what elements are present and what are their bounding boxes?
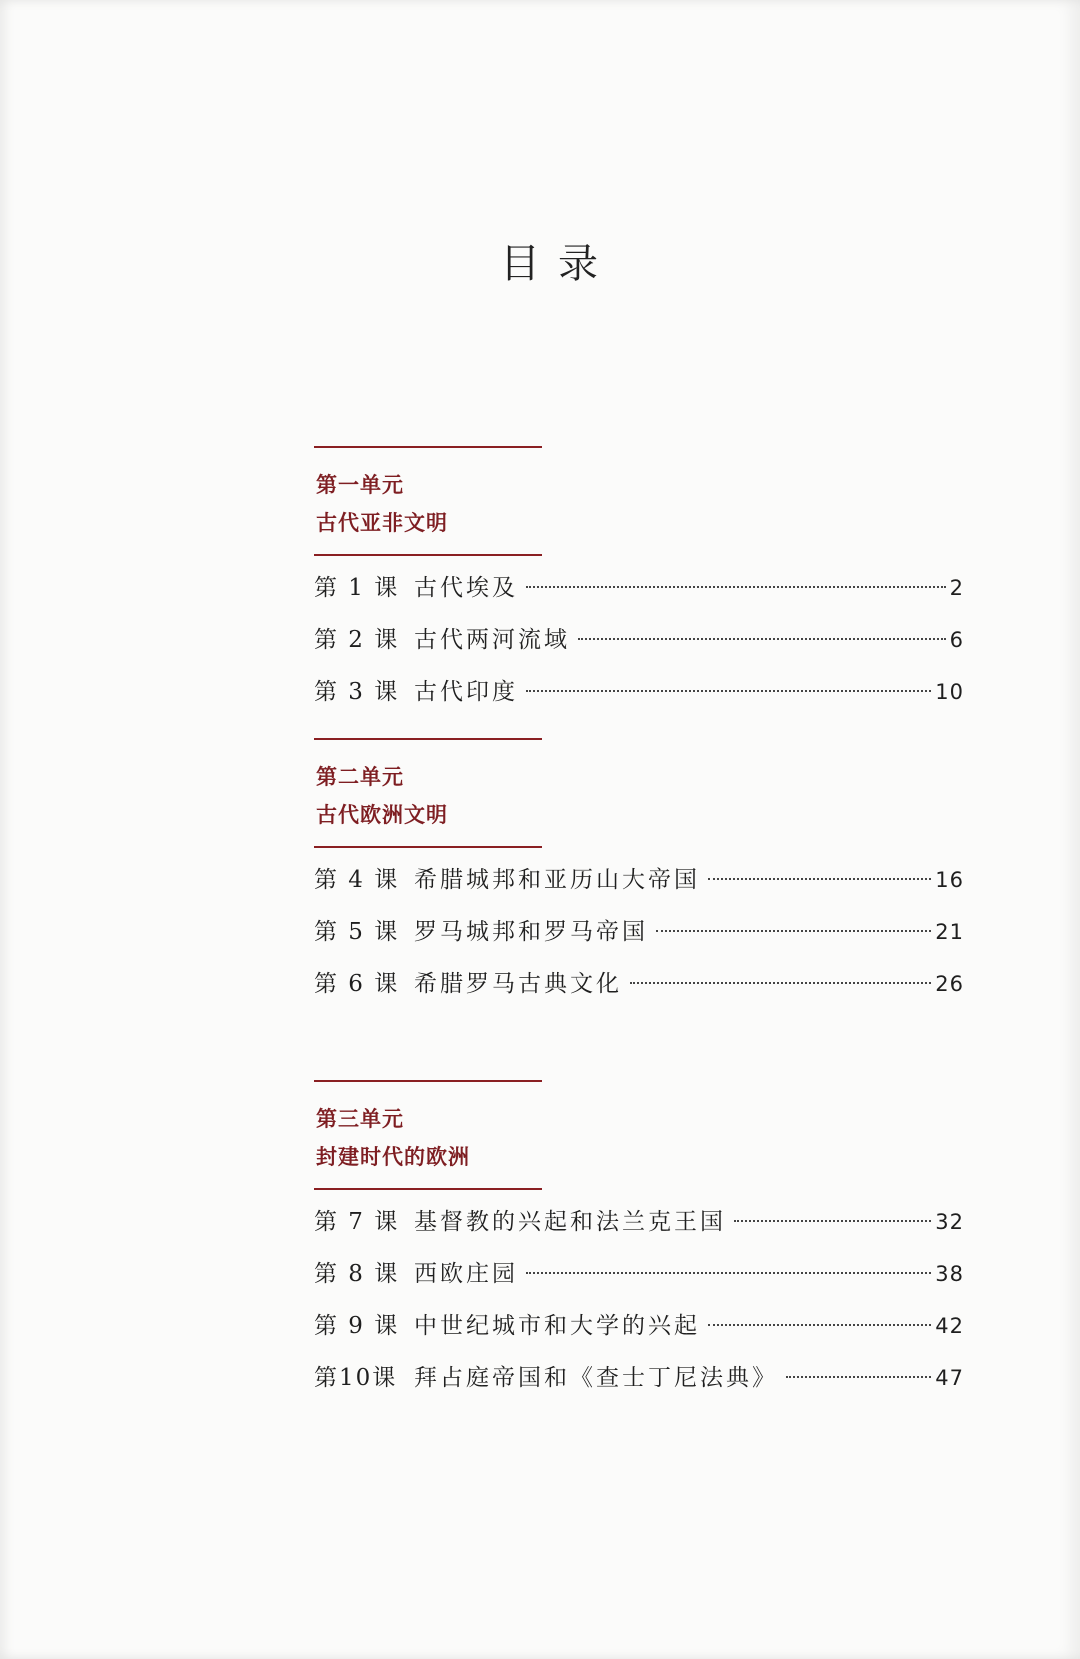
page-number: 42: [935, 1314, 964, 1338]
unit-name: 封建时代的欧洲: [316, 1145, 470, 1169]
dot-leader: [708, 1324, 931, 1326]
dot-leader: [526, 690, 931, 692]
lesson-title: 希腊城邦和亚历山大帝国: [414, 867, 700, 893]
toc-entry[interactable]: [314, 1202, 964, 1254]
unit-number: 第一单元: [316, 473, 404, 497]
lesson-title: 古代印度: [414, 679, 518, 705]
lesson-number: 第 6 课: [314, 971, 400, 997]
toc-entry[interactable]: [314, 1254, 964, 1306]
lesson-title: 西欧庄园: [414, 1261, 518, 1287]
unit-bottom-rule: [314, 846, 542, 848]
unit-number: 第二单元: [316, 765, 404, 789]
page-number: 47: [935, 1366, 964, 1390]
lesson-list: [314, 568, 964, 724]
unit-heading: [314, 740, 964, 846]
lesson-number: 第 2 课: [314, 627, 400, 653]
page-number: 21: [935, 920, 964, 944]
lesson-title: 中世纪城市和大学的兴起: [414, 1313, 700, 1339]
toc-entry[interactable]: [314, 620, 964, 672]
page-number: 38: [935, 1262, 964, 1286]
lesson-number: 第 8 课: [314, 1261, 400, 1287]
unit-section-1: [314, 446, 964, 724]
lesson-number: 第 5 课: [314, 919, 400, 945]
toc-entry[interactable]: [314, 964, 964, 1016]
lesson-number: 第10课: [314, 1365, 398, 1391]
lesson-title: 古代两河流域: [414, 627, 570, 653]
page-number: 16: [935, 868, 964, 892]
dot-leader: [708, 878, 931, 880]
lesson-title: 拜占庭帝国和《查士丁尼法典》: [414, 1365, 778, 1391]
dot-leader: [578, 638, 946, 640]
unit-heading: [314, 448, 964, 554]
page-number: 6: [949, 628, 964, 652]
unit-section-3: [314, 1080, 964, 1410]
dot-leader: [734, 1220, 931, 1222]
toc-entry[interactable]: [314, 1358, 964, 1410]
unit-number: 第三单元: [316, 1107, 404, 1131]
page-number: 10: [935, 680, 964, 704]
lesson-title: 罗马城邦和罗马帝国: [414, 919, 648, 945]
unit-bottom-rule: [314, 1188, 542, 1190]
dot-leader: [656, 930, 931, 932]
lesson-list: [314, 1202, 964, 1410]
lesson-number: 第 7 课: [314, 1209, 400, 1235]
page-number: 32: [935, 1210, 964, 1234]
dot-leader: [526, 586, 946, 588]
lesson-title: 希腊罗马古典文化: [414, 971, 622, 997]
toc-entry[interactable]: [314, 1306, 964, 1358]
toc-entry[interactable]: [314, 860, 964, 912]
lesson-number: 第 3 课: [314, 679, 400, 705]
unit-name: 古代欧洲文明: [316, 803, 448, 827]
page-number: 26: [935, 972, 964, 996]
toc-entry[interactable]: [314, 912, 964, 964]
unit-bottom-rule: [314, 554, 542, 556]
lesson-number: 第 9 课: [314, 1313, 400, 1339]
lesson-title: 基督教的兴起和法兰克王国: [414, 1209, 726, 1235]
toc-entry[interactable]: [314, 568, 964, 620]
unit-name: 古代亚非文明: [316, 511, 448, 535]
toc-entry[interactable]: [314, 672, 964, 724]
lesson-number: 第 1 课: [314, 575, 400, 601]
page-title: 目录: [500, 241, 616, 287]
dot-leader: [526, 1272, 931, 1274]
unit-section-2: [314, 738, 964, 1016]
dot-leader: [630, 982, 931, 984]
lesson-title: 古代埃及: [414, 575, 518, 601]
lesson-list: [314, 860, 964, 1016]
dot-leader: [786, 1376, 931, 1378]
page-number: 2: [949, 576, 964, 600]
lesson-number: 第 4 课: [314, 867, 400, 893]
unit-heading: [314, 1082, 964, 1188]
